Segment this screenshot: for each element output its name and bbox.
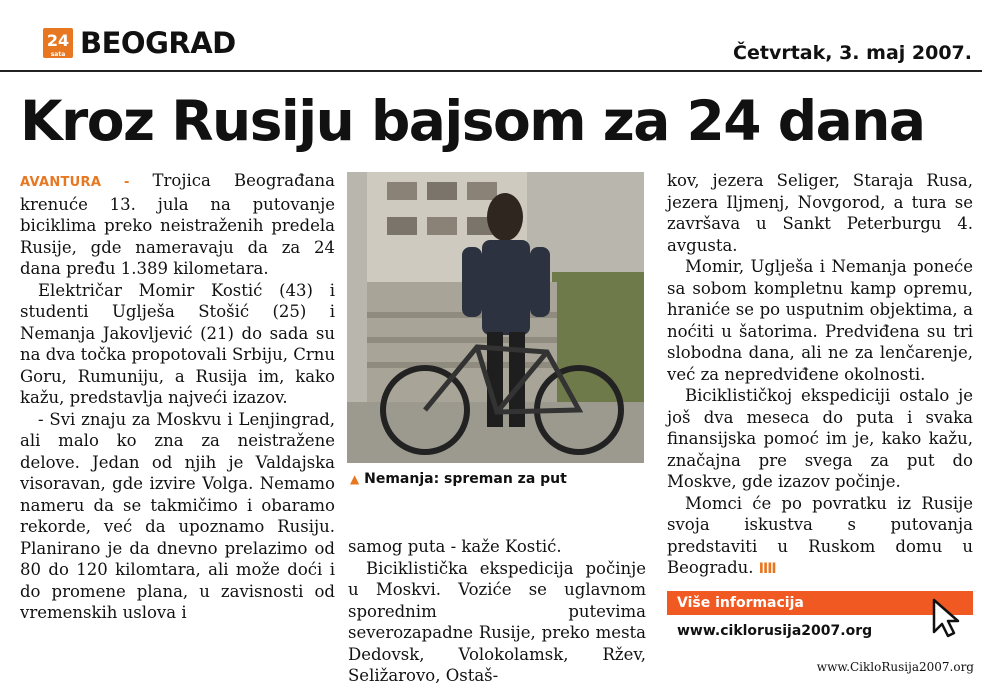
end-mark: IIII — [758, 561, 776, 577]
article-paragraph: kov, jezera Seliger, Staraja Rusa, jezera Iljmenj, Novgorod, a tura se završava u Sankt Peterburgu 4. avgusta. — [667, 171, 973, 255]
article-paragraph: samog puta - kaže Kostić. — [348, 537, 562, 556]
masthead-rule — [0, 70, 982, 72]
logo-text: 24 — [46, 31, 70, 50]
closing-text: Momci će po povratku iz Rusije svoja iskustva s putovanja predstaviti u Ruskom domu u Beogradu. — [667, 493, 973, 577]
article-paragraph: Biciklističkoj ekspediciji ostalo je još dva meseca do puta i svaka finansijska pomoć im je, kako kažu, značajna pre svega za put do Moskve, gde izazov počinje. — [667, 386, 973, 491]
article-paragraph — [667, 493, 973, 581]
article-paragraph — [20, 170, 335, 280]
article-headline: Kroz Rusiju bajsom za 24 dana — [20, 89, 925, 153]
article-paragraph: Biciklistička ekspedicija počinje u Moskvi. Voziće se uglavnom sporednim putevima severozapadne Rusije, preko mesta Dedovsk, Volokolamsk, Ržev, Seližarovo, Ostaš- — [348, 558, 646, 685]
article-kicker: AVANTURA — [20, 175, 102, 190]
newspaper-logo — [43, 28, 73, 58]
logo-subtext: sata — [50, 51, 66, 58]
lead-text: Trojica Beograđana krenuće 13. jula na putovanje biciklima preko neistraženih predela Rusije, gde nameravaju da za 24 dana pređu 1.389 kilometara. — [20, 171, 335, 278]
article-column-3 — [667, 170, 973, 581]
issue-date: Četvrtak, 3. maj 2007. — [733, 42, 972, 64]
photo-caption — [350, 471, 567, 487]
kicker-dash: - — [101, 175, 153, 190]
article-photo — [347, 172, 644, 463]
more-info-box — [667, 591, 973, 653]
article-column-2 — [348, 536, 646, 687]
more-info-label: Više informacija — [667, 591, 973, 615]
footer-watermark: www.CikloRusija2007.org — [816, 660, 974, 674]
photo-caption-text: Nemanja: spreman za put — [364, 471, 567, 487]
section-title: BEOGRAD — [80, 26, 236, 60]
cyclist-photo-illustration — [347, 172, 644, 463]
article-paragraph: Momir, Uglješa i Nemanja poneće sa sobom kompletnu kamp opremu, hraniće se po usputnim objektima, a noćiti u šatorima. Predviđena su tri slobodna dana, ali ne za lenčarenje, već za nepredviđene okolnosti. — [667, 257, 973, 384]
more-info-url[interactable]: www.ciklorusija2007.org — [677, 623, 873, 639]
caption-triangle-icon: ▲ — [350, 472, 360, 486]
article-paragraph: - Svi znaju za Moskvu i Lenjingrad, ali malo ko zna za neistražene delove. Jedan od njih je Valdajska visoravan, gde izvire Volga. Nemamo nameru da se takmičimo i obaramo rekorde, već da upoznamo Rusiju. Planirano je da dnevno prelazimo od 80 do 120 kilomtara, ali može doći i do promene plana, u zavisnosti od vremenskih uslova i — [20, 409, 335, 622]
cursor-arrow-icon — [932, 598, 960, 638]
article-column-1 — [20, 170, 335, 624]
article-paragraph: Električar Momir Kostić (43) i studenti Uglješa Stošić (25) i Nemanja Jakovljević (21) do sada su na dva točka propotovali Srbiju, Crnu Goru, Rumuniju, a Rusija im, kako kažu, predstavlja najveći izazov. — [20, 280, 335, 407]
